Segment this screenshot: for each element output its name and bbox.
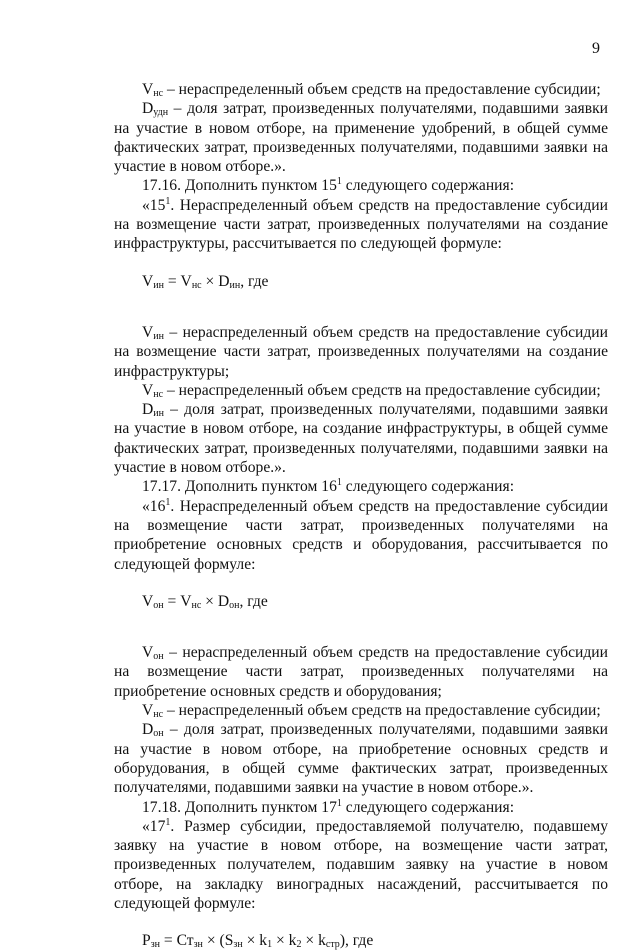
text-run: – доля затрат, произведенных получателями, подавшими заявки на участие в новом отборе, на применение удобрений, в общей сумме фактических затрат, произведенных получателями, подавшими заявки на участие в новом отборе.». bbox=[114, 100, 608, 176]
text-run: 17.18. Дополнить пунктом 17 bbox=[142, 798, 337, 816]
text-run: × (S bbox=[202, 932, 234, 950]
paragraph bbox=[114, 323, 608, 381]
text-run: = Ст bbox=[160, 932, 194, 950]
subscript: нс bbox=[153, 388, 164, 400]
paragraph bbox=[114, 798, 608, 817]
text-run: D bbox=[142, 721, 154, 739]
text-run: D bbox=[142, 100, 154, 118]
formula bbox=[114, 592, 608, 611]
subscript: нс bbox=[153, 709, 164, 721]
text-run: – доля затрат, произведенных получателями, подавшими заявки на участие в новом отборе, на создание инфраструктуры, в общей сумме фактических затрат, произведенных получателями, подавшими заявки на участие в новом отборе.». bbox=[114, 401, 608, 477]
text-run: V bbox=[142, 702, 154, 720]
paragraph bbox=[114, 817, 608, 913]
text-run: «16 bbox=[142, 497, 166, 515]
text-run: следующего содержания: bbox=[341, 478, 515, 496]
text-run: = V bbox=[163, 592, 192, 610]
subscript: он bbox=[153, 728, 164, 740]
paragraph bbox=[114, 80, 608, 99]
formula bbox=[114, 272, 608, 291]
text-run: – нераспределенный объем средств на предоставление субсидии; bbox=[163, 81, 601, 98]
superscript: 1 bbox=[165, 195, 171, 207]
paragraph bbox=[114, 701, 608, 720]
paragraph bbox=[114, 643, 608, 701]
text-run: – нераспределенный объем средств на предоставление субсидии; bbox=[163, 702, 601, 720]
superscript: 1 bbox=[165, 496, 171, 508]
text-run: P bbox=[142, 932, 151, 950]
subscript: зн bbox=[233, 939, 243, 951]
text-run: V bbox=[142, 592, 154, 610]
text-run: . Размер субсидии, предоставляемой получателю, подавшему заявку на участие в новом отборе, на возмещение части затрат, произведенных получателем, подавшим заявку на участие в новом отборе, на закладку виноградных насаждений, рассчитывается по следующей формуле: bbox=[114, 817, 608, 912]
subscript: зн bbox=[150, 939, 160, 951]
superscript: 1 bbox=[336, 797, 342, 809]
superscript: 1 bbox=[165, 816, 171, 828]
text-run: V bbox=[142, 381, 154, 399]
text-run: V bbox=[142, 81, 154, 98]
subscript: он bbox=[229, 599, 240, 611]
text-run: V bbox=[142, 644, 154, 662]
text-run: × D bbox=[201, 592, 230, 610]
text-run: . Нераспределенный объем средств на предоставление субсидии на возмещение части затрат, произведенных получателями на приобретение основных средств и оборудования, рассчитывается по следующей формуле: bbox=[114, 497, 608, 573]
subscript: нс bbox=[153, 88, 164, 99]
paragraph bbox=[114, 477, 608, 496]
text-run: × k bbox=[301, 932, 326, 950]
subscript: 1 bbox=[267, 939, 273, 951]
paragraph bbox=[114, 400, 608, 477]
subscript: ин bbox=[229, 279, 241, 291]
paragraph bbox=[114, 99, 608, 176]
text-run: «17 bbox=[142, 817, 166, 835]
text-run: V bbox=[142, 272, 154, 290]
text-run: – нераспределенный объем средств на предоставление субсидии на возмещение части затрат, произведенных получателями на приобретение основных средств и оборудования; bbox=[114, 644, 608, 700]
text-run: D bbox=[142, 401, 154, 419]
superscript: 1 bbox=[336, 176, 342, 188]
subscript: нс bbox=[191, 279, 202, 291]
subscript: удн bbox=[153, 107, 169, 119]
text-run: ), где bbox=[339, 932, 374, 950]
subscript: он bbox=[153, 651, 164, 663]
text-run: 17.16. Дополнить пунктом 15 bbox=[142, 177, 337, 195]
text-run: × D bbox=[201, 272, 230, 290]
text-run: = V bbox=[163, 272, 192, 290]
subscript: стр bbox=[325, 939, 340, 951]
subscript: ин bbox=[153, 279, 164, 291]
document-body bbox=[114, 80, 608, 951]
paragraph bbox=[114, 176, 608, 195]
subscript: 2 bbox=[296, 939, 302, 951]
text-run: × k bbox=[272, 932, 297, 950]
subscript: ин bbox=[153, 408, 164, 420]
page-number: 9 bbox=[592, 40, 600, 57]
text-run: – доля затрат, произведенных получателями, подавшими заявки на участие в новом отборе, на приобретение основных средств и оборудования, в общей сумме фактических затрат, произведенных получателями, подавшими заявки на участие в новом отборе.». bbox=[114, 721, 608, 797]
text-run: . Нераспределенный объем средств на предоставление субсидии на возмещение части затрат, произведенных получателями на создание инфраструктуры, рассчитывается по следующей формуле: bbox=[114, 196, 608, 253]
superscript: 1 bbox=[336, 477, 342, 489]
subscript: ин bbox=[153, 330, 164, 342]
text-run: 17.17. Дополнить пунктом 16 bbox=[142, 478, 337, 496]
paragraph bbox=[114, 196, 608, 254]
paragraph bbox=[114, 381, 608, 400]
text-run: – нераспределенный объем средств на предоставление субсидии на возмещение части затрат, произведенных получателями на создание инфраструктуры; bbox=[114, 323, 608, 380]
text-run: V bbox=[142, 323, 154, 341]
text-run: – нераспределенный объем средств на предоставление субсидии; bbox=[163, 381, 601, 399]
subscript: нс bbox=[191, 599, 202, 611]
subscript: зн bbox=[193, 939, 203, 951]
text-run: следующего содержания: bbox=[341, 798, 515, 816]
subscript: он bbox=[153, 599, 164, 611]
text-run: «15 bbox=[142, 196, 166, 214]
formula bbox=[114, 931, 608, 950]
paragraph bbox=[114, 720, 608, 797]
text-run: следующего содержания: bbox=[341, 177, 515, 195]
text-run: , где bbox=[240, 272, 269, 290]
text-run: , где bbox=[239, 592, 268, 610]
text-run: × k bbox=[242, 932, 268, 950]
paragraph bbox=[114, 497, 608, 574]
